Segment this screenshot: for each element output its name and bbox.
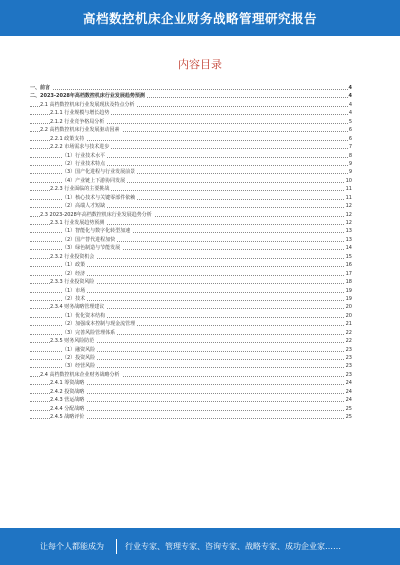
toc-entry-page: 25 — [345, 405, 352, 412]
toc-entry[interactable] — [30, 169, 352, 177]
toc-entry-page: 4 — [348, 101, 352, 108]
toc-entry-page: 18 — [345, 279, 352, 286]
toc-entry-page: 9 — [348, 169, 352, 176]
toc-entry-page: 4 — [348, 110, 352, 117]
toc-entry-page: 20 — [345, 312, 352, 319]
toc-entry-page: 19 — [345, 295, 352, 302]
toc-entry-text: （3）经营风险 — [62, 363, 96, 370]
toc-entry[interactable] — [30, 254, 352, 262]
toc-entry-page: 17 — [345, 270, 352, 277]
table-of-contents — [30, 85, 352, 423]
toc-entry-text: （1）政策 — [62, 262, 86, 269]
toc-entry-text: （2）经济 — [62, 270, 86, 277]
toc-entry-page: 13 — [345, 236, 352, 243]
footer-divider — [116, 539, 117, 554]
toc-entry[interactable] — [30, 186, 352, 194]
toc-entry-text: （1）智能化与数字化转型加速 — [62, 228, 131, 235]
toc-entry[interactable] — [30, 136, 352, 144]
toc-entry[interactable] — [30, 262, 352, 270]
report-title: 高档数控机床企业财务战略管理研究报告 — [82, 11, 317, 26]
toc-entry-text: （1）行业技术水平 — [62, 152, 106, 159]
toc-entry[interactable] — [30, 347, 352, 355]
toc-entry-text: 2.1 高档数控机床行业发展现状及特点分析 — [40, 101, 135, 108]
toc-entry-page: 24 — [345, 380, 352, 387]
toc-entry-text: （2）加强成本控制与现金流管理 — [62, 321, 136, 328]
toc-entry-page: 23 — [345, 346, 352, 353]
toc-entry-text: 2.3 2023-2028年高档数控机床行业发展趋势分析 — [40, 211, 152, 218]
toc-entry[interactable] — [30, 414, 352, 422]
toc-entry-page: 12 — [345, 203, 352, 210]
toc-entry-text: （2）高端人才短缺 — [62, 203, 106, 210]
toc-entry[interactable] — [30, 110, 352, 118]
toc-entry-text: 2.4.4 分配战略 — [50, 405, 85, 412]
toc-entry-page: 20 — [345, 304, 352, 311]
toc-entry-text: 2.2.3 行业面临的主要挑战 — [50, 186, 110, 193]
toc-entry-page: 8 — [348, 152, 352, 159]
toc-entry[interactable] — [30, 153, 352, 161]
toc-entry-text: 2.2 高档数控机床行业发展驱动因素 — [40, 127, 120, 134]
toc-entry-page: 6 — [348, 127, 352, 134]
toc-entry[interactable] — [30, 363, 352, 371]
toc-entry-page: 11 — [345, 186, 352, 193]
toc-entry-text: 2.4.1 筹资战略 — [50, 380, 85, 387]
toc-entry[interactable] — [30, 245, 352, 253]
toc-entry[interactable] — [30, 380, 352, 388]
toc-entry-page: 23 — [345, 371, 352, 378]
toc-entry[interactable] — [30, 397, 352, 405]
toc-entry-page: 14 — [345, 245, 352, 252]
toc-entry-text: 二、2023-2028年高档数控机床行业发展趋势预测 — [30, 93, 145, 100]
toc-entry[interactable] — [30, 288, 352, 296]
toc-entry-text: （3）国产化进程与行业发展前景 — [62, 169, 136, 176]
toc-entry[interactable] — [30, 406, 352, 414]
toc-entry[interactable] — [30, 271, 352, 279]
toc-entry-page: 22 — [345, 329, 352, 336]
toc-entry-text: 2.3.3 行业投资风险 — [50, 279, 95, 286]
toc-entry-text: 2.4 高档数控机床企业财务战略分析 — [40, 371, 120, 378]
toc-entry-page: 19 — [345, 287, 352, 294]
toc-entry-text: （2）行业技术特点 — [62, 160, 106, 167]
toc-entry-page: 24 — [345, 388, 352, 395]
toc-entry-text: （2）国产替代进程加快 — [62, 236, 116, 243]
toc-entry-text: 2.2.1 政策支持 — [50, 135, 85, 142]
toc-entry[interactable] — [30, 212, 352, 220]
toc-entry[interactable] — [30, 178, 352, 186]
toc-entry-text: 2.4.2 投资战略 — [50, 388, 85, 395]
header-bar — [0, 0, 400, 36]
toc-entry-page: 4 — [348, 93, 352, 100]
footer-bar — [0, 528, 400, 565]
toc-entry[interactable] — [30, 321, 352, 329]
toc-entry[interactable] — [30, 279, 352, 287]
toc-entry-page: 16 — [345, 262, 352, 269]
toc-entry-page: 7 — [348, 144, 352, 151]
toc-entry-page: 25 — [345, 414, 352, 421]
footer-slogan-left: 让每个人都能成为 — [40, 542, 104, 551]
toc-entry-text: 2.2.2 市场需求与技术进步 — [50, 144, 110, 151]
toc-entry-text: （4）产业链上下游协同发展 — [62, 177, 126, 184]
toc-entry-page: 5 — [348, 118, 352, 125]
toc-entry-text: 2.1.1 行业规模与增长趋势 — [50, 110, 110, 117]
toc-leader-dots — [30, 89, 352, 90]
toc-entry[interactable] — [30, 313, 352, 321]
toc-entry-text: （2）投资风险 — [62, 355, 96, 361]
toc-entry-text: 2.3.1 行业发展趋势预测 — [50, 220, 105, 226]
toc-entry-page: 6 — [348, 135, 352, 142]
toc-entry-text: 2.3.4 财务战略管理建议 — [50, 304, 105, 311]
toc-entry-text: 2.3.5 财务风险防范 — [50, 338, 95, 345]
toc-entry-text: （1）核心技术与关键零部件依赖 — [62, 194, 136, 201]
toc-entry-text: （1）融资风险 — [62, 346, 96, 353]
toc-entry[interactable] — [30, 330, 352, 338]
toc-entry[interactable] — [30, 228, 352, 236]
toc-entry-text: （1）市场 — [62, 287, 86, 294]
toc-entry-text: 2.1.2 行业竞争格局分析 — [50, 118, 105, 125]
toc-title: 内容目录 — [178, 58, 222, 71]
toc-entry[interactable] — [30, 127, 352, 135]
toc-entry-page: 24 — [345, 397, 352, 404]
toc-entry-page: 23 — [345, 363, 352, 370]
toc-entry-page: 15 — [345, 253, 352, 260]
toc-entry[interactable] — [30, 389, 352, 397]
footer-slogan-right: 行业专家、管理专家、咨询专家、战略专家、成功企业家…… — [125, 542, 341, 551]
toc-entry-page: 13 — [345, 228, 352, 235]
toc-entry-text: 2.4.5 战略评价 — [50, 414, 85, 421]
toc-entry-page: 12 — [345, 220, 352, 226]
toc-entry-page: 9 — [348, 160, 352, 167]
toc-entry-text: （3）完善风险管理体系 — [62, 329, 116, 336]
toc-entry[interactable] — [30, 93, 352, 101]
toc-entry-page: 22 — [345, 338, 352, 345]
toc-entry-text: 一、前言 — [30, 85, 51, 91]
toc-entry-text: （3）绿色制造与节能发展 — [62, 245, 121, 252]
toc-entry-page: 12 — [345, 211, 352, 218]
toc-entry[interactable] — [30, 144, 352, 152]
toc-entry-text: （1）优化资本结构 — [62, 312, 106, 319]
toc-entry[interactable] — [30, 195, 352, 203]
toc-entry[interactable] — [30, 203, 352, 211]
toc-entry[interactable] — [30, 304, 352, 312]
toc-entry-text: （2）技术 — [62, 295, 86, 302]
toc-entry-text: 2.4.3 营运战略 — [50, 397, 85, 404]
toc-entry-text: 2.3.2 行业投资机会 — [50, 253, 95, 260]
toc-entry-page: 21 — [345, 321, 352, 328]
toc-entry-page: 11 — [345, 194, 352, 201]
toc-entry-page: 4 — [348, 85, 352, 91]
toc-entry[interactable] — [30, 338, 352, 346]
toc-entry[interactable] — [30, 119, 352, 127]
toc-entry-page: 10 — [345, 177, 352, 184]
toc-entry-page: 23 — [345, 355, 352, 361]
